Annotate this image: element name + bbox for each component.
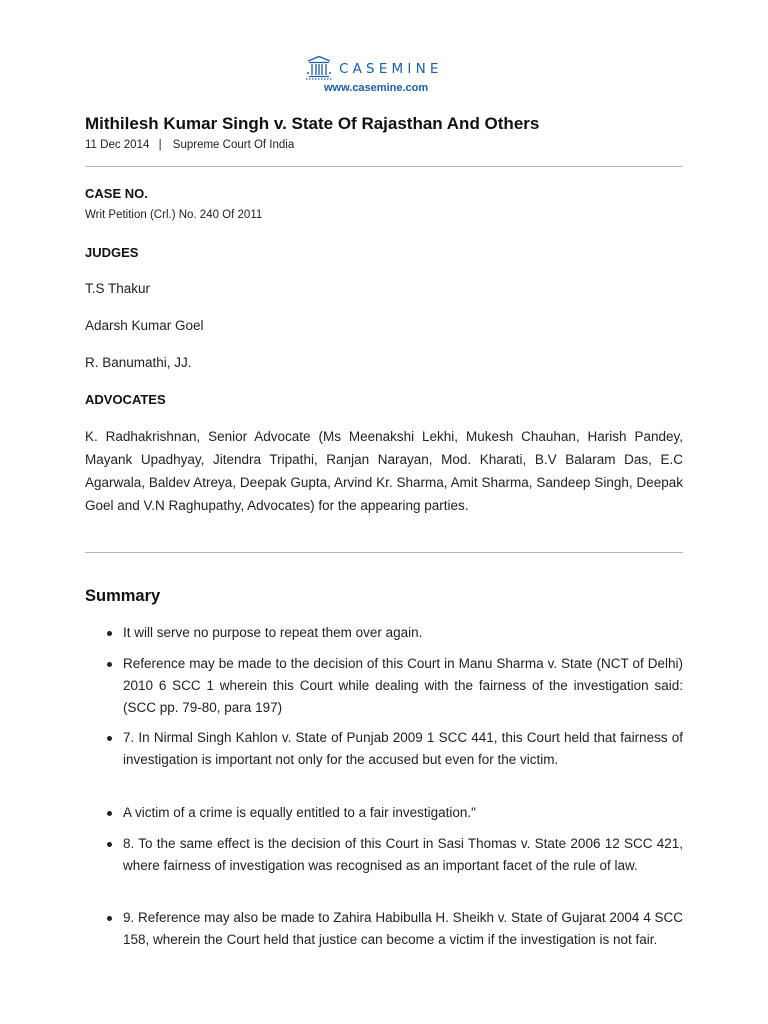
- advocates-label: ADVOCATES: [85, 392, 166, 407]
- divider: [85, 552, 683, 553]
- bullet-icon: [107, 811, 112, 816]
- case-no-value: Writ Petition (Crl.) No. 240 Of 2011: [85, 209, 263, 221]
- case-no-label: CASE NO.: [85, 186, 148, 201]
- case-title: Mithilesh Kumar Singh v. State Of Rajasthan And Others: [85, 114, 540, 133]
- case-court: Supreme Court Of India: [172, 139, 295, 151]
- list-item-text: Reference may be made to the decision of this Court in Manu Sharma v. State (NCT of Delhi) 2010 6 SCC 1 wherein this Court while dealing with the fairness of the investigation said: (SCC pp. 79-80, para 197): [123, 656, 683, 716]
- brand-name: CASEMINE: [339, 61, 443, 77]
- list-item-text: 7. In Nirmal Singh Kahlon v. State of Punjab 2009 1 SCC 441, this Court held that fairness of investigation is important not only for the accused but even for the victim.: [123, 730, 683, 768]
- judge-name: R. Banumathi, JJ.: [85, 355, 192, 370]
- list-item-text: 8. To the same effect is the decision of this Court in Sasi Thomas v. State 2006 12 SCC 421, where fairness of investigation was recognised as an important facet of the rule of law.: [123, 836, 683, 874]
- list-item: [85, 833, 683, 877]
- list-item: [85, 727, 683, 771]
- summary-heading: Summary: [85, 587, 161, 605]
- list-item: [85, 653, 683, 720]
- bullet-icon: [107, 631, 112, 636]
- list-item-text: A victim of a crime is equally entitled to a fair investigation.": [123, 805, 476, 820]
- bullet-icon: [107, 662, 112, 667]
- judges-label: JUDGES: [85, 245, 139, 260]
- advocates-text: K. Radhakrishnan, Senior Advocate (Ms Meenakshi Lekhi, Mukesh Chauhan, Harish Pandey, Mayank Upadhyay, Jitendra Tripathi, Ranjan Narayan, Mod. Kharati, B.V Balaram Das, E.C Agarwala, Baldev Atreya, Deepak Gupta, Arvind Kr. Sharma, Amit Sharma, Sandeep Singh, Deepak Goel and V.N Raghupathy, Advocates) for the appearing parties.: [85, 429, 683, 513]
- bullet-icon: [107, 916, 112, 921]
- bullet-icon: [107, 736, 112, 741]
- list-item: [85, 622, 683, 644]
- bullet-icon: [107, 842, 112, 847]
- brand-logo[interactable]: [305, 55, 470, 100]
- case-meta: [85, 139, 294, 151]
- brand-url-link[interactable]: www.casemine.com: [324, 82, 429, 94]
- list-item: [85, 907, 683, 951]
- divider: [85, 166, 683, 167]
- list-item-text: It will serve no purpose to repeat them over again.: [123, 625, 423, 640]
- list-item: [85, 802, 683, 824]
- meta-separator: |: [158, 139, 162, 151]
- case-date: 11 Dec 2014: [85, 139, 150, 151]
- judge-name: T.S Thakur: [85, 281, 151, 296]
- judge-name: Adarsh Kumar Goel: [85, 318, 204, 333]
- courthouse-columns-logo-icon: [305, 55, 333, 83]
- list-item-text: 9. Reference may also be made to Zahira Habibulla H. Sheikh v. State of Gujarat 2004 4 SCC 158, wherein the Court held that justice can become a victim if the investigation is not fair.: [123, 910, 683, 948]
